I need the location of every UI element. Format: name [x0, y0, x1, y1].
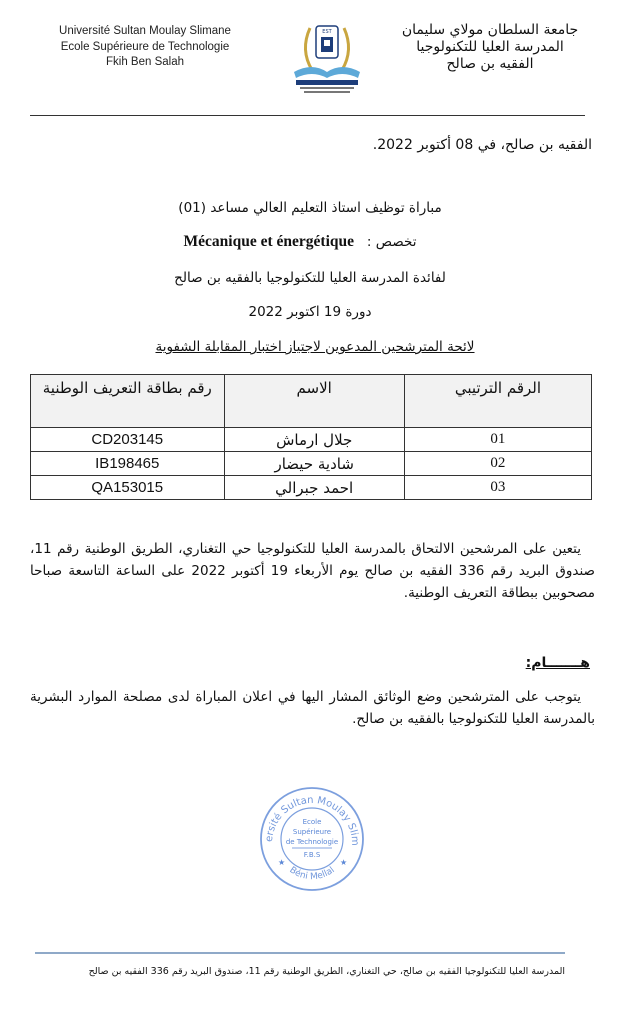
svg-text:Université Sultan Moulay Slima	[258, 785, 360, 846]
cell-rank: 01	[404, 428, 591, 452]
specialty-label: تخصص :	[366, 234, 417, 250]
university-name-ar: جامعة السلطان مولاي سليمان	[401, 22, 579, 38]
stamp-line: Ecole	[302, 818, 322, 826]
stamp-star-icon: ★	[278, 858, 286, 867]
beneficiary-line: لفائدة المدرسة العليا للتكنولوجيا بالفقيه بن صالح	[174, 270, 446, 286]
school-logo	[282, 20, 372, 100]
stamp-star-icon: ★	[340, 858, 348, 867]
cell-cin: CD203145	[31, 428, 225, 452]
header-french	[30, 24, 260, 71]
stamp-line: de Technologie	[285, 838, 339, 846]
stamp-bottom-text: Béni Mellal	[287, 865, 337, 883]
cell-rank: 02	[404, 452, 591, 476]
list-title: لائحة المترشحين المدعوين لاجتياز اختبار المقابلة الشفوية	[155, 339, 475, 355]
candidates-table	[30, 374, 592, 500]
header-name: الاسم	[224, 375, 404, 428]
school-name-ar: المدرسة العليا للتكنولوجيا	[416, 39, 564, 55]
specialty-value: Mécanique et énergétique	[183, 233, 355, 250]
notice-paragraph: يتعين على المرشحين الالتحاق بالمدرسة العليا للتكنولوجيا حي التغناري، الطريق الوطنية رقم 11، صندوق البريد رقم 336 الفقيه بن صالح يوم الأربعاء 19 أكتوبر 2022 على الساعة التاسعة صباحا مصحوبين ببطاقة التعريف الوطنية.	[30, 541, 596, 601]
cell-name: احمد جبرالي	[224, 476, 404, 500]
competition-title: مباراة توظيف استاذ التعليم العالي مساعد (01)	[178, 200, 442, 216]
header-cin: رقم بطاقة التعريف الوطنية	[31, 375, 225, 428]
header-arabic	[400, 22, 580, 73]
table-header-row	[31, 375, 592, 428]
cell-cin: QA153015	[31, 476, 225, 500]
svg-text:Béni Mellal	[287, 865, 336, 882]
important-heading: هـــــــام:	[525, 655, 590, 671]
city-name-fr: Fkih Ben Salah	[106, 56, 184, 68]
header-divider	[30, 115, 585, 116]
session-line: دورة 19 اكتوبر 2022	[248, 304, 372, 320]
stamp-line: F.B.S	[303, 851, 321, 859]
cell-name: جلال ارماش	[224, 428, 404, 452]
university-name-fr: Université Sultan Moulay Slimane	[59, 25, 231, 37]
table-row	[31, 452, 592, 476]
date-line: الفقيه بن صالح، في 08 أكتوبر 2022.	[372, 137, 592, 153]
table-row	[31, 428, 592, 452]
specialty-line	[150, 233, 450, 251]
stamp-ring-text: ersité Sultan Moulay Slim	[263, 794, 361, 847]
footer-address: المدرسة العليا للتكنولوجيا الفقيه بن صالح، حي التغناري، الطريق الوطنية رقم 11، صندوق البريد رقم 336 الفقيه بن صالح	[88, 966, 565, 977]
city-name-ar: الفقيه بن صالح	[446, 56, 534, 72]
footer-divider	[35, 952, 565, 954]
logo-text: EST	[322, 29, 332, 35]
school-name-fr: Ecole Supérieure de Technologie	[60, 40, 230, 53]
stamp-line: Supérieure	[292, 828, 332, 836]
cell-rank: 03	[404, 476, 591, 500]
cell-name: شادية حيضار	[224, 452, 404, 476]
table-row	[31, 476, 592, 500]
important-paragraph: يتوجب على المترشحين وضع الوثائق المشار اليها في اعلان المباراة لدى مصلحة الموارد البشرية بالمدرسة العليا للتكنولوجيا بالفقيه بن صالح.	[30, 689, 595, 727]
official-stamp	[258, 785, 366, 893]
cell-cin: IB198465	[31, 452, 225, 476]
header-rank: الرقم الترتيبي	[404, 375, 591, 428]
